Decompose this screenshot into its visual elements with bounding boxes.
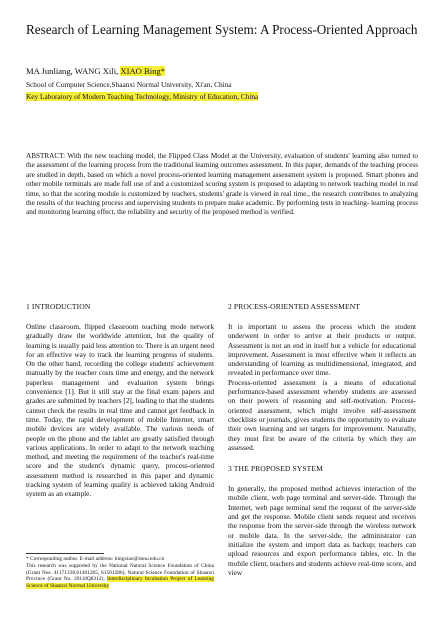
footnote-corresponding: * Corresponding author. E-mail address: bingxiao@snnu.edu.cn (26, 556, 165, 562)
author-highlighted: XIAO Bing* (120, 66, 166, 76)
paper-title: Research of Learning Management System: A Process-Oriented Approach (26, 22, 418, 37)
abstract: ABSTRACT: With the new teaching model, the Flipped Class Model at the University, evaluation of students' learning also turned to the assessment of the learning process from the traditional learning outcomes assessment. In this paper, demands of the teaching process are studied in depth, based on which a novel process-oriented learning management assessment system is proposed. Smart phones and other mobile terminals are made full use of and a customized scoring system is proposed to adapting to network teaching model in real time, so that the scoring module is customized by teachers, students' grade is viewed in real time., the research contributes to analyzing the results of the teaching process and supervising students to prepare make academic. By performing tests in teaching- learning process and monitoring learning effect, the reliability and security of the proposed method is verified. (26, 152, 418, 217)
affiliation-lab: Key Laboratory of Modern Teaching Technology, Ministry of Education, China (26, 92, 259, 101)
footnote-funding-text: This research was supported by the National Natural Science Foundation of China (Grant Nos. 41171338,61401265, 61501286), Natural Science Foundation of Shaanxi Province (Grant No. 2014JQ8312), (26, 562, 214, 583)
footnote-funding (26, 563, 214, 590)
section-heading-process-oriented: 2 PROCESS-ORIENTED ASSESSMENT (228, 302, 361, 311)
affiliation-school: School of Computer Science,Shaanxi Normal University, Xi'an, China (26, 80, 232, 89)
section-heading-proposed-system: 3 THE PROPOSED SYSTEM (228, 464, 324, 474)
footnote-funding-highlight: Interdisciplinary Incubation Project of Learning Science of Shaanxi Normal University (26, 576, 214, 590)
section-heading-introduction: 1 INTRODUCTION (26, 302, 91, 311)
process-body-2: Process-oriented assessment is a means of educational performance-based assessment whereby students are assessed on their powers of reasoning and self-motivation. Process-oriented assessment, which might involve self-assessment checklists or journals, gives students the opportunity to evaluate their own learning and set targets for improvement. Naturally, they must first be aware of the criteria by which they are assessed. (228, 377, 416, 452)
footnotes (26, 556, 214, 590)
proposed-system-body: In generally, the proposed method achieves interaction of the mobile client, web page terminal and server-side. Through the Internet, web page terminal send the request of the server-side and get the response. Mobile client sends request and receives the response from the server-side through the wireless network or mobile data. In the server-side, the administrator can initialize the system and import data as backup; teachers can upload resources and export performance tables, etc. In the mobile client, teachers and students achieve real-time score, and view (228, 484, 416, 577)
left-column (26, 302, 214, 499)
footnote-divider (26, 553, 104, 554)
process-body-1: It is important to assess the process which the student underwent in order to arrive at their products or output. Assessment is not an end in itself but a vehicle for educational improvement. Assessment is most effective when it reflects an understanding of learning as multidimensional, integrated, and revealed in performance over time. (228, 322, 416, 378)
author-line (26, 66, 418, 77)
author-names: MA Junliang, WANG Xili, (26, 66, 119, 76)
introduction-body: Online classroom, flipped classroom teaching mode network gradually draw the worldwide attention, but the quality of learning is usually paid less attention to. There is an urgent need for an effective way to track the learning progress of students. On the other hand, recording the college students' achievement manually by the teacher costs time and energy, and the network paperless management and evaluation system brings convenience [1]. But it still stay at the final exam papers and grades are submitted by teachers [2], leading to that the students cannot check the results in real time and cannot get feedback in time. Today, the rapid development of mobile Internet, smart mobile devices are widely available. The various needs of people on the phone and the tablet are greatly satisfied through various applications. In order to adapt to the network teaching method, and meeting the requirement of the teacher's real-time score and the student's dynamic query, process-oriented assessment method is researched in this paper and dynamic tracking system of learning quality is achieved taking Android system as an example. (26, 322, 214, 499)
affiliation-lab-wrap (26, 92, 418, 102)
right-column (228, 302, 416, 577)
